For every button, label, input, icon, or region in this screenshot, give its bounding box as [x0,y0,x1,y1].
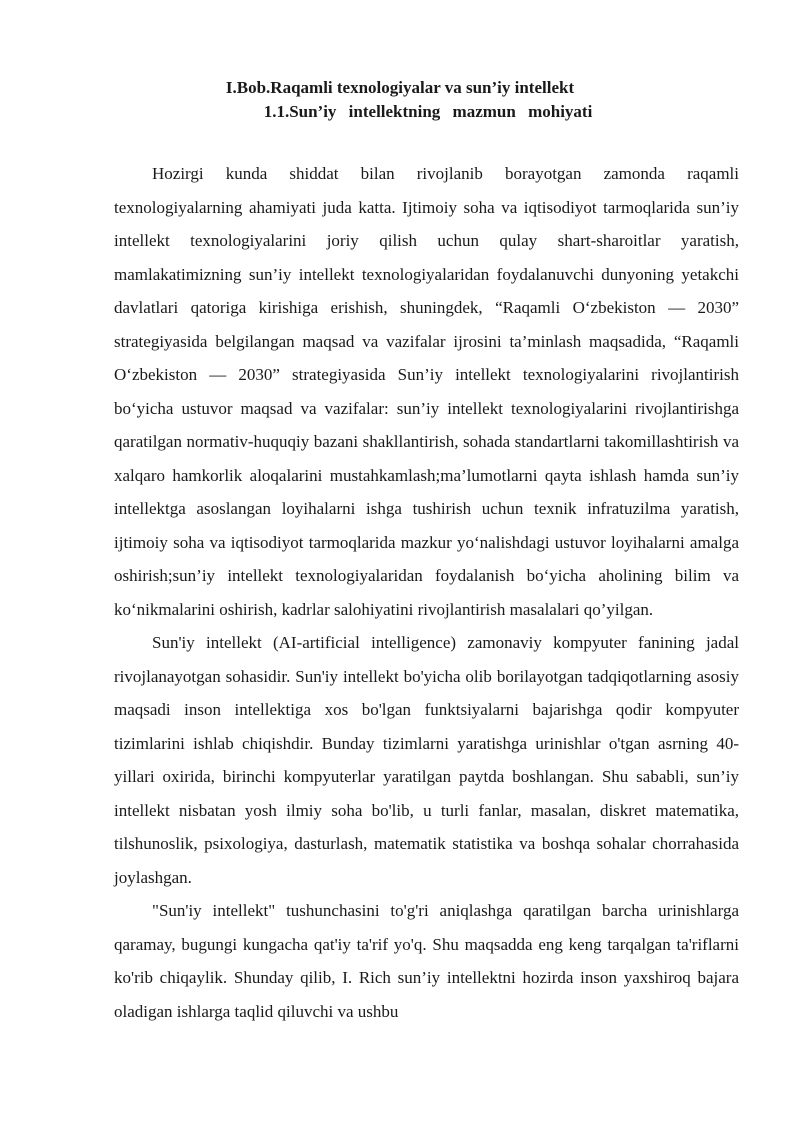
body-text [114,157,739,1028]
heading-block [0,76,800,124]
chapter-title: I.Bob.Raqamli texnologiyalar va sun’iy intellekt [225,78,575,97]
paragraph: Hozirgi kunda shiddat bilan rivojlanib borayotgan zamonda raqamli texnologiyalarning ahamiyati juda katta. Ijtimoiy soha va iqtisodiyot tarmoqlarida sun’iy intellekt texnologiyalarini joriy qilish uchun qulay shart-sharoitlar yaratish, mamlakatimizning sun’iy intellekt texnologiyalaridan foydalanuvchi dunyoning yetakchi davlatlari qatoriga kirishiga erishish, shuningdek, “Raqamli O‘zbekiston — 2030” strategiyasida belgilangan maqsad va vazifalar ijrosini ta’minlash maqsadida, “Raqamli O‘zbekiston — 2030” strategiyasida Sun’iy intellekt texnologiyalarini rivojlantirish bo‘yicha ustuvor maqsad va vazifalar: sun’iy intellekt texnologiyalarini rivojlantirishga qaratilgan normativ-huquqiy bazani shakllantirish, sohada standartlarni takomillashtirish va xalqaro hamkorlik aloqalarini mustahkamlash;ma’lumotlarni qayta ishlash hamda sun’iy intellektga asoslangan loyihalarni ishga tushirish uchun texnik infratuzilma yaratish, ijtimoiy soha va iqtisodiyot tarmoqlarida mazkur yo‘nalishdagi ustuvor loyihalarni amalga oshirish;sun’iy intellekt texnologiyalaridan foydalanish bo‘yicha aholining bilim va ko‘nikmalarini oshirish, kadrlar salohiyatini rivojlantirish masalalari qo’yilgan. [114,164,739,619]
paragraph: Sun'iy intellekt (AI-artificial intelligence) zamonaviy kompyuter fanining jadal rivojlanayotgan sohasidir. Sun'iy intellekt bo'yicha olib borilayotgan tadqiqotlarning asosiy maqsadi inson intellektiga xos bo'lgan funktsiyalarni bajarishga qodir kompyuter tizimlarini ishlab chiqishdir. Bunday tizimlarni yaratishga urinishlar o'tgan asrning 40-yillari oxirida, birinchi kompyuterlar yaratilgan paytda boshlangan. Shu sababli, sun’iy intellekt nisbatan yosh ilmiy soha bo'lib, u turli fanlar, masalan, diskret matematika, tilshunoslik, psixologiya, dasturlash, matematik statistika va boshqa sohalar chorrahasida joylashgan. [114,633,739,887]
paragraph: "Sun'iy intellekt" tushunchasini to'g'ri aniqlashga qaratilgan barcha urinishlarga qaramay, bugungi kungacha qat'iy ta'rif yo'q. Shu maqsadda eng keng tarqalgan ta'riflarni ko'rib chiqaylik. Shunday qilib, I. Rich sun’iy intellektni hozirda inson yaxshiroq bajara oladigan ishlarga taqlid qiluvchi va ushbu [114,901,739,1021]
section-title: 1.1.Sun’iy intellektning mazmun mohiyati [263,102,593,121]
